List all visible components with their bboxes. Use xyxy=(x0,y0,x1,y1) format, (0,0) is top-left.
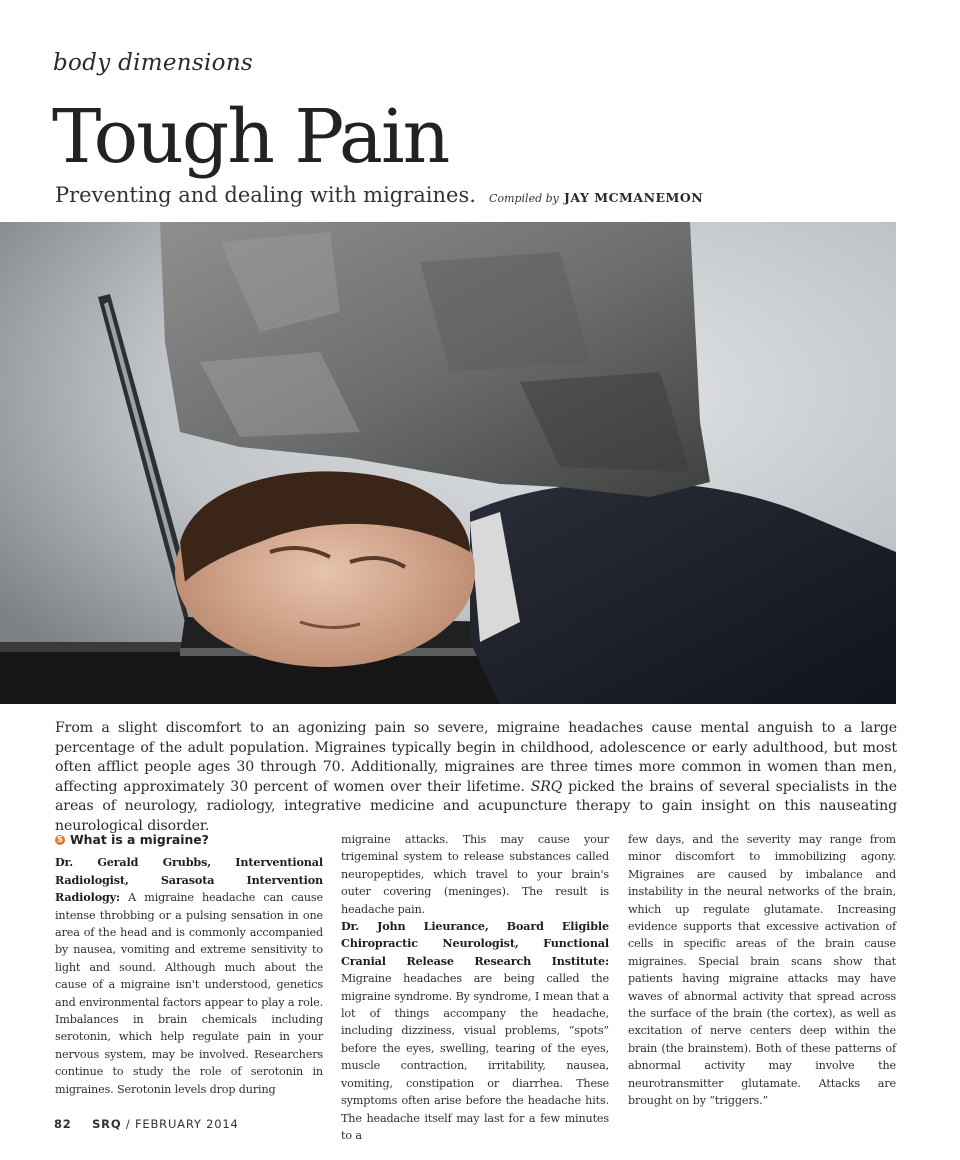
srq-bullet-icon: S xyxy=(55,835,65,845)
column-2-continuation: migraine attacks. This may cause your trigeminal system to release substances called neuropeptides, which travel to your brain's outer covering (meninges). The result is headache pain. xyxy=(341,833,609,916)
magazine-name: SRQ xyxy=(92,1117,122,1131)
expert2-text: Migraine headaches are being called the migraine syndrome. By syndrome, I mean that a lot of things accompany the headache, including dizziness, visual problems, “spots” before the eyes, swelling, tearing of the eyes, muscle contraction, irritability, nausea, vomiting, constipation or diarrhea. These symptoms often arise before the headache hits. The headache itself may last for a few minutes to a xyxy=(341,972,609,1142)
intro-paragraph xyxy=(55,719,897,837)
intro-text-2: picked the brains of several specialists in the areas of neurology, radiology, integrative medicine and acupuncture therapy to gain insight on this nauseating neurological disorder. xyxy=(55,778,897,834)
question-heading xyxy=(55,831,323,848)
expert1-paragraph xyxy=(55,854,323,1098)
hero-photo xyxy=(0,222,896,704)
section-label: body dimensions xyxy=(53,50,254,76)
credit-name: JAY MCMANEMON xyxy=(563,190,704,205)
column-3-text: few days, and the severity may range from minor discomfort to immobilizing agony. Migraines are caused by imbalance and instability in the neural networks of the brain, which up regulate glutamate. Increasing evidence supports that excessive activation of cells in specific areas of the brain cause migraines. Special brain scans show that patients having migraine attacks may have waves of abnormal activity that spread across the surface of the brain (the cortex), as well as excitation of nerve centers deep within the brain (the brainstem). Both of these patterns of abnormal activity may involve the neurotransmitter glutamate. Attacks are brought on by “triggers.” xyxy=(628,833,896,1108)
column-2 xyxy=(341,831,609,1144)
issue-date: / FEBRUARY 2014 xyxy=(125,1117,239,1131)
column-3 xyxy=(628,831,896,1110)
credit-prefix: Compiled by xyxy=(489,192,559,205)
page-footer xyxy=(54,1117,239,1131)
expert1-name: Dr. Gerald Grubbs, Interventional Radiologist, Sarasota Intervention Radiology: xyxy=(55,855,323,905)
expert2-name: Dr. John Lieurance, Board Eligible Chiropractic Neurologist, Functional Cranial Release Research Institute: xyxy=(341,919,609,968)
intro-srq: SRQ xyxy=(530,778,563,795)
question-heading-text: What is a migraine? xyxy=(70,832,209,847)
page-number: 82 xyxy=(54,1117,72,1131)
expert2-paragraph xyxy=(341,918,609,1144)
column-1 xyxy=(55,831,323,1098)
intro-text-1: From a slight discomfort to an agonizing pain so severe, migraine headaches cause mental anguish to a large percentage of the adult population. Migraines typically begin in childhood, adolescence or early adulthood, but most often afflict people ages 30 through 70. Additionally, migraines are three times more common in women than men, affecting approximately 30 percent of women over their lifetime. xyxy=(55,720,897,795)
article-subtitle: Preventing and dealing with migraines. xyxy=(55,183,476,207)
article-title: Tough Pain xyxy=(52,94,449,180)
subtitle-row xyxy=(55,183,703,207)
expert1-text: A migraine headache can cause intense throbbing or a pulsing sensation in one area of the head and is commonly accompanied by nausea, vomiting and extreme sensitivity to light and sound. Although much about the cause of a migraine isn't understood, genetics and environmental factors appear to play a role. Imbalances in brain chemicals including serotonin, which help regulate pain in your nervous system, may be involved. Researchers continue to study the role of serotonin in migraines. Serotonin levels drop during xyxy=(55,891,323,1096)
